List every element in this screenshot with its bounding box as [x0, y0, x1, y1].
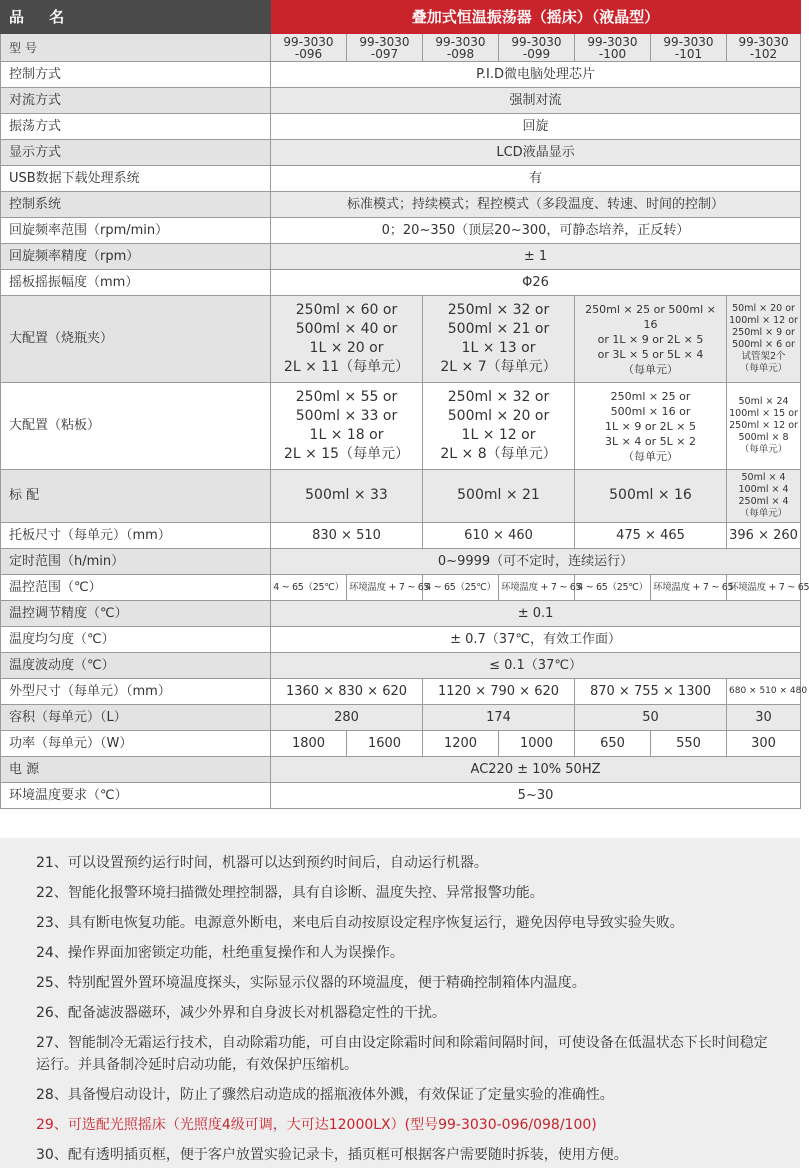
- temp-range-cell: 环境温度 + 7 ~ 65: [727, 575, 801, 601]
- model-097: 99-3030 -097: [347, 34, 423, 62]
- header-row: [1, 1, 801, 34]
- convection-row: [1, 88, 801, 114]
- standard-cell: 500ml × 33: [271, 470, 423, 523]
- oscillation-row: [1, 114, 801, 140]
- row-value: 0；20~350（顶层20~300，可静态培养，正反转）: [271, 218, 801, 244]
- model-098: 99-3030 -098: [423, 34, 499, 62]
- temp-uniformity-row: [1, 627, 801, 653]
- model-row: [1, 34, 801, 62]
- tray-size-cell: 830 × 510: [271, 523, 423, 549]
- control-mode-row: [1, 62, 801, 88]
- feature-item: 30、配有透明插页框，便于客户放置实验记录卡，插页框可根据客户需要随时拆装，使用方便。: [36, 1147, 628, 1163]
- power-cell: 1600: [347, 731, 423, 757]
- row-label: 温度波动度（℃）: [1, 653, 271, 679]
- row-label: 温度均匀度（℃）: [1, 627, 271, 653]
- power-row: [1, 731, 801, 757]
- temp-range-cell: 4 ~ 65（25℃）: [271, 575, 347, 601]
- config-clamp-row: [1, 296, 801, 383]
- tray-size-cell: 396 × 260: [727, 523, 801, 549]
- row-label: 大配置（烧瓶夹）: [1, 296, 271, 383]
- power-cell: 550: [651, 731, 727, 757]
- row-value: ± 0.7（37℃，有效工作面）: [271, 627, 801, 653]
- row-label: 显示方式: [1, 140, 271, 166]
- row-value: ≤ 0.1（37℃）: [271, 653, 801, 679]
- tray-size-cell: 475 × 465: [575, 523, 727, 549]
- standard-row: [1, 470, 801, 523]
- temp-range-cell: 4 ~ 65（25℃）: [423, 575, 499, 601]
- model-102: 99-3030 -102: [727, 34, 801, 62]
- standard-cell: 500ml × 16: [575, 470, 727, 523]
- outer-size-cell: 870 × 755 × 1300: [575, 679, 727, 705]
- model-100: 99-3030 -100: [575, 34, 651, 62]
- row-label: 摇板摇振幅度（mm）: [1, 270, 271, 296]
- outer-size-row: [1, 679, 801, 705]
- ambient-row: [1, 783, 801, 809]
- display-row: [1, 140, 801, 166]
- temp-range-cell: 环境温度 + 7 ~ 65: [347, 575, 423, 601]
- row-label: USB数据下载处理系统: [1, 166, 271, 192]
- feature-item: 21、可以设置预约运行时间，机器可以达到预约时间后，自动运行机器。: [36, 855, 488, 871]
- temp-range-cell: 环境温度 + 7 ~ 65: [651, 575, 727, 601]
- row-label: 外型尺寸（每单元）（mm）: [1, 679, 271, 705]
- header-label: 品 名: [1, 1, 271, 34]
- feature-item-highlight: 29、可选配光照摇床（光照度4级可调，大可达12000LX）(型号99-3030-096/098/100): [36, 1117, 597, 1133]
- row-value: 标准模式；持续模式；程控模式（多段温度、转速、时间的控制）: [271, 192, 801, 218]
- outer-size-cell: 1360 × 830 × 620: [271, 679, 423, 705]
- row-label: 温控范围（℃）: [1, 575, 271, 601]
- row-label: 大配置（粘板）: [1, 383, 271, 470]
- outer-size-cell: 1120 × 790 × 620: [423, 679, 575, 705]
- row-value: P.I.D微电脑处理芯片: [271, 62, 801, 88]
- temp-accuracy-row: [1, 601, 801, 627]
- row-value: LCD液晶显示: [271, 140, 801, 166]
- feature-item: 27、智能制冷无霜运行技术，自动除霜功能，可自由设定除霜时间和除霜间隔时间，可使设备在低温状态下长时间稳定运行。并具备制冷延时启动功能，有效保护压缩机。: [36, 1035, 768, 1073]
- rpm-accuracy-row: [1, 244, 801, 270]
- row-value: 5~30: [271, 783, 801, 809]
- row-label: 控制系统: [1, 192, 271, 218]
- row-value: 强制对流: [271, 88, 801, 114]
- temp-range-row: [1, 575, 801, 601]
- config-clamp-cell: 250ml × 25 or 500ml × 16 or 1L × 9 or 2L × 5 or 3L × 5 or 5L × 4 （每单元）: [575, 296, 727, 383]
- temp-fluctuation-row: [1, 653, 801, 679]
- supply-row: [1, 757, 801, 783]
- row-label: 电 源: [1, 757, 271, 783]
- tray-size-row: [1, 523, 801, 549]
- row-label: 回旋频率范围（rpm/min）: [1, 218, 271, 244]
- power-cell: 1800: [271, 731, 347, 757]
- volume-cell: 280: [271, 705, 423, 731]
- row-value: 回旋: [271, 114, 801, 140]
- model-101: 99-3030 -101: [651, 34, 727, 62]
- config-sticky-cell: 250ml × 32 or 500ml × 20 or 1L × 12 or 2L × 8（每单元）: [423, 383, 575, 470]
- config-sticky-cell: 250ml × 55 or 500ml × 33 or 1L × 18 or 2L × 15（每单元）: [271, 383, 423, 470]
- row-label: 容积（每单元）（L）: [1, 705, 271, 731]
- volume-cell: 174: [423, 705, 575, 731]
- features-list: [0, 838, 800, 1166]
- row-label: 振荡方式: [1, 114, 271, 140]
- row-value: 有: [271, 166, 801, 192]
- row-value: AC220 ± 10% 50HZ: [271, 757, 801, 783]
- control-system-row: [1, 192, 801, 218]
- model-096: 99-3030 -096: [271, 34, 347, 62]
- row-label: 型 号: [1, 34, 271, 62]
- config-sticky-cell: 250ml × 25 or 500ml × 16 or 1L × 9 or 2L × 5 3L × 4 or 5L × 2 （每单元）: [575, 383, 727, 470]
- product-title: 叠加式恒温振荡器（摇床）（液晶型）: [271, 1, 801, 34]
- row-label: 回旋频率精度（rpm）: [1, 244, 271, 270]
- feature-item: 22、智能化报警环境扫描微处理控制器，具有自诊断、温度失控、异常报警功能。: [36, 885, 544, 901]
- row-label: 控制方式: [1, 62, 271, 88]
- feature-item: 24、操作界面加密锁定功能，杜绝重复操作和人为误操作。: [36, 945, 404, 961]
- config-sticky-row: [1, 383, 801, 470]
- row-label: 对流方式: [1, 88, 271, 114]
- usb-row: [1, 166, 801, 192]
- row-label: 温控调节精度（℃）: [1, 601, 271, 627]
- power-cell: 650: [575, 731, 651, 757]
- row-label: 定时范围（h/min）: [1, 549, 271, 575]
- volume-cell: 50: [575, 705, 727, 731]
- standard-cell: 50ml × 4 100ml × 4 250ml × 4 （每单元）: [727, 470, 801, 523]
- config-sticky-cell: 50ml × 24 100ml × 15 or 250ml × 12 or 500ml × 8 （每单元）: [727, 383, 801, 470]
- row-value: ± 1: [271, 244, 801, 270]
- row-value: ± 0.1: [271, 601, 801, 627]
- feature-item: 26、配备滤波器磁环，减少外界和自身波长对机器稳定性的干扰。: [36, 1005, 446, 1021]
- feature-item: 23、具有断电恢复功能。电源意外断电，来电后自动按原设定程序恢复运行，避免因停电导致实验失败。: [36, 915, 684, 931]
- row-label: 环境温度要求（℃）: [1, 783, 271, 809]
- power-cell: 1200: [423, 731, 499, 757]
- tray-size-cell: 610 × 460: [423, 523, 575, 549]
- row-value: 0~9999（可不定时，连续运行）: [271, 549, 801, 575]
- power-cell: 1000: [499, 731, 575, 757]
- row-label: 托板尺寸（每单元）（mm）: [1, 523, 271, 549]
- amplitude-row: [1, 270, 801, 296]
- row-value: Φ26: [271, 270, 801, 296]
- config-clamp-cell: 250ml × 32 or 500ml × 21 or 1L × 13 or 2L × 7（每单元）: [423, 296, 575, 383]
- timer-row: [1, 549, 801, 575]
- standard-cell: 500ml × 21: [423, 470, 575, 523]
- rpm-range-row: [1, 218, 801, 244]
- volume-row: [1, 705, 801, 731]
- row-label: 功率（每单元）（W）: [1, 731, 271, 757]
- power-cell: 300: [727, 731, 801, 757]
- feature-item: 25、特别配置外置环境温度探头，实际显示仪器的环境温度，便于精确控制箱体内温度。: [36, 975, 586, 991]
- temp-range-cell: 环境温度 + 7 ~ 65: [499, 575, 575, 601]
- row-label: 标 配: [1, 470, 271, 523]
- feature-item: 28、具备慢启动设计，防止了骤然启动造成的摇瓶液体外溅，有效保证了定量实验的准确性。: [36, 1087, 614, 1103]
- volume-cell: 30: [727, 705, 801, 731]
- config-clamp-cell: 250ml × 60 or 500ml × 40 or 1L × 20 or 2L × 11（每单元）: [271, 296, 423, 383]
- model-099: 99-3030 -099: [499, 34, 575, 62]
- outer-size-cell: 680 × 510 × 480: [727, 679, 801, 705]
- features-notes: [0, 838, 800, 1168]
- temp-range-cell: 4 ~ 65（25℃）: [575, 575, 651, 601]
- config-clamp-cell: 50ml × 20 or 100ml × 12 or 250ml × 9 or 500ml × 6 or 试管架2个 （每单元）: [727, 296, 801, 383]
